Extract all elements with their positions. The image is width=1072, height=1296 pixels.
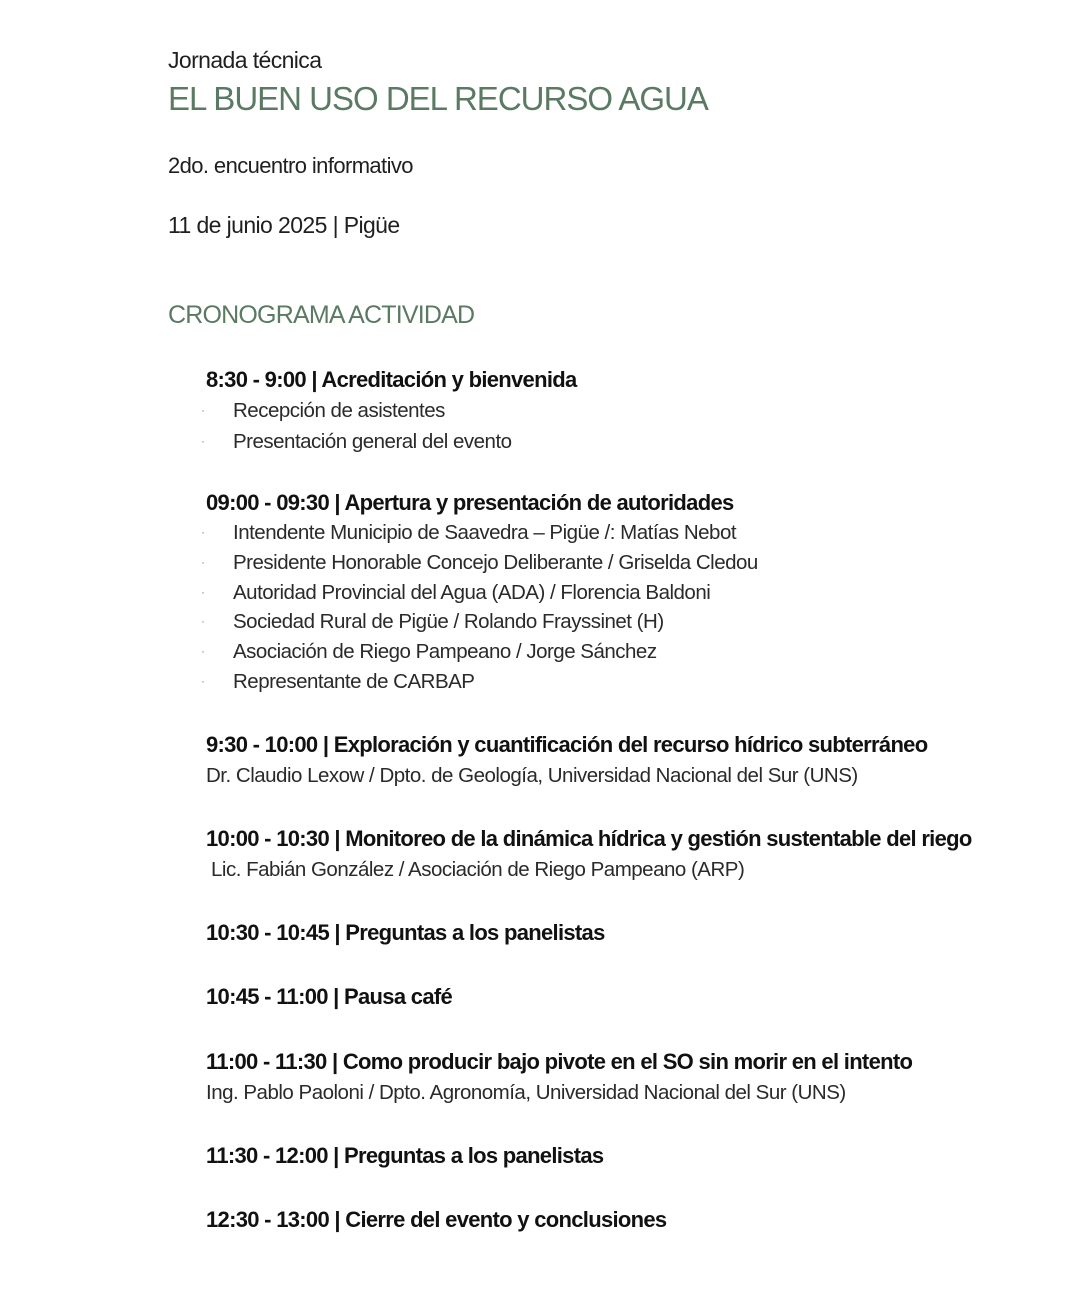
schedule-item [206, 1141, 603, 1171]
bullet-icon: · [201, 614, 205, 629]
schedule-item [206, 1205, 666, 1235]
list-item: · Presentación general del evento [206, 426, 577, 457]
bullet-list [201, 395, 577, 457]
list-item: · Autoridad Provincial del Agua (ADA) / Florencia Baldoni [206, 578, 758, 608]
bullet-icon: · [201, 403, 205, 417]
speaker-line: Ing. Pablo Paoloni / Dpto. Agronomía, Universidad Nacional del Sur (UNS) [206, 1081, 846, 1104]
schedule-item [206, 918, 605, 948]
schedule-item [206, 824, 972, 885]
speaker-line: Lic. Fabián González / Asociación de Riego Pampeano (ARP) [211, 858, 745, 881]
list-item: · Sociedad Rural de Pigüe / Rolando Frayssinet (H) [206, 607, 758, 637]
bullet-list [201, 518, 758, 697]
list-item: · Asociación de Riego Pampeano / Jorge Sánchez [206, 637, 758, 667]
section-title: CRONOGRAMA ACTIVIDAD [168, 301, 475, 329]
event-kicker: Jornada técnica [168, 47, 322, 73]
schedule-heading: 9:30 - 10:00 | Exploración y cuantificación del recurso hídrico subterráneo [206, 732, 928, 757]
list-item: · Intendente Municipio de Saavedra – Pigüe /: Matías Nebot [206, 518, 758, 548]
schedule-heading: 12:30 - 13:00 | Cierre del evento y conclusiones [206, 1207, 667, 1232]
bullet-icon: · [201, 554, 205, 569]
schedule-item [206, 1047, 912, 1108]
list-item: · Representante de CARBAP [206, 667, 758, 697]
schedule-item [201, 365, 577, 457]
schedule-item [206, 730, 927, 791]
bullet-icon: · [201, 644, 205, 659]
list-item: · Recepción de asistentes [206, 395, 577, 426]
schedule-heading: 11:30 - 12:00 | Preguntas a los panelistas [206, 1143, 604, 1168]
speaker-line: Dr. Claudio Lexow / Dpto. de Geología, Universidad Nacional del Sur (UNS) [206, 764, 858, 787]
schedule-heading: 10:45 - 11:00 | Pausa café [206, 984, 453, 1009]
schedule-heading: 8:30 - 9:00 | Acreditación y bienvenida [206, 367, 577, 392]
schedule-item [206, 982, 452, 1012]
event-title: EL BUEN USO DEL RECURSO AGUA [168, 80, 708, 117]
bullet-icon: · [201, 434, 205, 448]
event-date-location: 11 de junio 2025 | Pigüe [168, 212, 400, 238]
list-item: · Presidente Honorable Concejo Deliberante / Griselda Cledou [206, 548, 758, 578]
schedule-heading: 10:00 - 10:30 | Monitoreo de la dinámica hídrica y gestión sustentable del riego [206, 826, 972, 851]
schedule-item [201, 488, 758, 697]
bullet-icon: · [201, 584, 205, 599]
bullet-icon: · [201, 525, 205, 539]
bullet-icon: · [201, 673, 205, 688]
schedule-heading: 10:30 - 10:45 | Preguntas a los panelistas [206, 920, 605, 945]
schedule-heading: 11:00 - 11:30 | Como producir bajo pivote en el SO sin morir en el intento [206, 1049, 913, 1074]
schedule-heading: 09:00 - 09:30 | Apertura y presentación de autoridades [206, 490, 734, 515]
event-subtitle: 2do. encuentro informativo [168, 153, 413, 178]
